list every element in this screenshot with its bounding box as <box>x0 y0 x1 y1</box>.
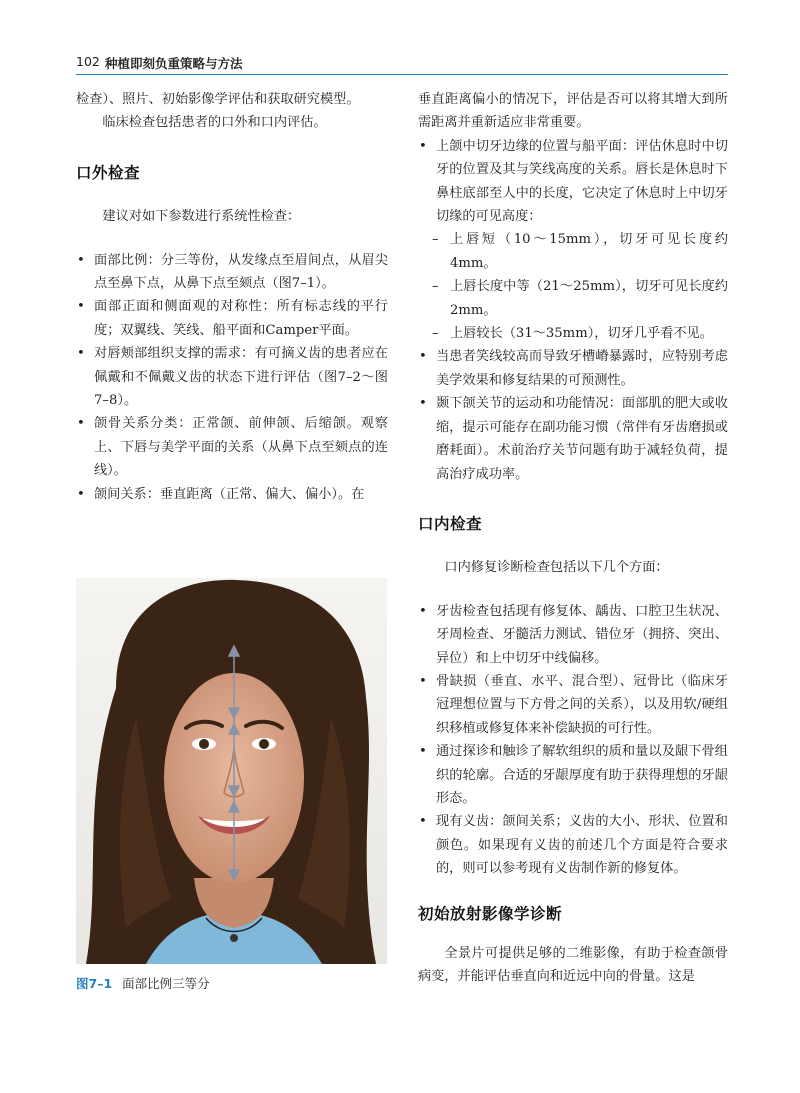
heading-intraoral-exam: 口内检查 <box>418 514 483 533</box>
list-item: • 牙齿检查包括现有修复体、龋齿、口腔卫生状况、牙周检查、牙髓活力测试、错位牙（拥挤、突出、异位）和上中切牙中线偏移。 <box>419 603 728 666</box>
list-item: • 现有义齿：颌间关系；义齿的大小、形状、位置和颜色。如果现有义齿的前述几个方面是符合要求的，则可以参考现有义齿制作新的修复体。 <box>419 814 728 877</box>
paragraph-continued: 检查）、照片、初始影像学评估和获取研究模型。 <box>76 92 360 107</box>
list-item: • 面部正面和侧面观的对称性：所有标志线的平行度；双翼线、笑线、船平面和Camper平面。 <box>77 299 388 338</box>
heading-extraoral-exam: 口外检查 <box>76 163 141 182</box>
list-item: • 颞下颌关节的运动和功能情况：面部肌的肥大或收缩，提示可能存在副功能习惯（常伴有牙齿磨损或磨耗面）。术前治疗关节问题有助于减轻负荷，提高治疗成功率。 <box>419 396 728 482</box>
running-header <box>76 54 728 76</box>
dash-item: – 上唇较长（31～35mm），切牙几乎看不见。 <box>432 326 713 342</box>
bullet-list-intraoral <box>418 600 728 881</box>
dash-item: – 上唇长度中等（21～25mm），切牙可见长度约2mm。 <box>432 279 728 318</box>
figure-face-proportions <box>76 578 387 964</box>
list-item: • 骨缺损（垂直、水平、混合型）、冠骨比（临床牙冠理想位置与下方骨之间的关系），以及用软/硬组织移植或修复体来补偿缺损的可行性。 <box>419 673 728 736</box>
figure-caption-text: 面部比例三等分 <box>122 976 210 991</box>
page-number: 102 <box>76 54 100 69</box>
list-item: • 对唇颊部组织支撑的需求：有可摘义齿的患者应在佩戴和不佩戴义齿的状态下进行评估（图7–2～图7–8）。 <box>77 346 388 409</box>
figure-caption <box>76 974 210 992</box>
list-item: • 当患者笑线较高而导致牙槽嵴暴露时，应特别考虑美学效果和修复结果的可预测性。 <box>419 349 728 388</box>
paragraph-intraoral: 口内修复诊断检查包括以下几个方面： <box>444 560 669 576</box>
bullet-list-extraoral <box>76 249 388 506</box>
paragraph-clinical-intro: 临床检查包括患者的口外和口内评估。 <box>102 115 327 131</box>
list-item: • 颌骨关系分类：正常颌、前伸颌、后缩颌。观察上、下唇与美学平面的关系（从鼻下点至颏点的连线）。 <box>77 416 388 479</box>
figure-label: 图7–1 <box>76 976 113 991</box>
book-title: 种植即刻负重策略与方法 <box>105 56 243 71</box>
face-portrait-image <box>76 578 387 964</box>
header-rule <box>76 74 728 75</box>
list-item: • 上颌中切牙边缘的位置与船平面：评估休息时中切牙的位置及其与笑线高度的关系。唇长是休息时下鼻柱底部至人中的长度，它决定了休息时上中切牙切缘的可见高度： <box>419 138 728 225</box>
list-item: • 通过探诊和触诊了解软组织的质和量以及龈下骨组织的轮廓。合适的牙龈厚度有助于获得理想的牙龈形态。 <box>419 744 728 806</box>
paragraph-suggest: 建议对如下参数进行系统性检查： <box>102 209 301 225</box>
dash-item: – 上唇短（10～15mm），切牙可见长度约4mm。 <box>432 232 728 271</box>
heading-radiology: 初始放射影像学诊断 <box>418 904 563 923</box>
paragraph-radiology: 全景片可提供足够的二维影像，有助于检查颌骨病变，并能评估垂直向和近远中向的骨量。这是 <box>418 946 728 985</box>
right-column <box>418 88 728 989</box>
list-item: • 面部比例：分三等份，从发缘点至眉间点，从眉尖点至鼻下点，从鼻下点至颏点（图7–1）。 <box>77 252 388 292</box>
paragraph-continued-right: 垂直距离偏小的情况下，评估是否可以将其增大到所需距离并重新适应非常重要。 <box>418 92 728 131</box>
list-item: • 颌间关系：垂直距离（正常、偏大、偏小）。在 <box>77 486 365 502</box>
left-column <box>76 88 388 506</box>
